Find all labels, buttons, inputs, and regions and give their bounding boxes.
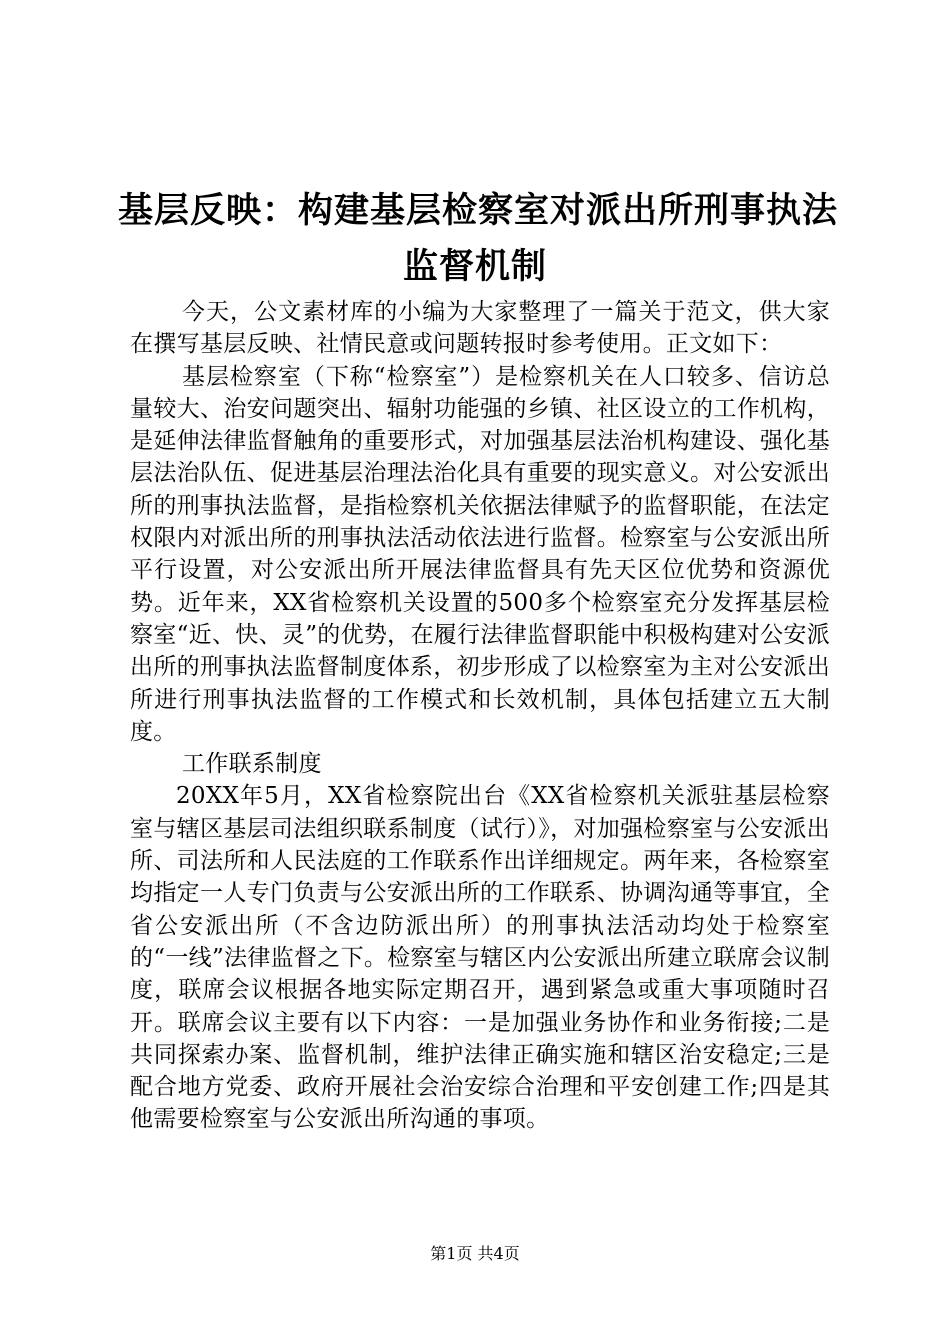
body-paragraph-2: 20XX年5月，XX省检察院出台《XX省检察机关派驻基层检察室与辖区基层司法组织联系制度（试行）》，对加强检察室与公安派出所、司法所和人民法庭的工作联系作出详细规定。两年来，各检察室均指定一人专门负责与公安派出所的工作联系、协调沟通等事宜，全省公安派出所（不含边防派出所）的刑事执法活动均处于检察室的“一线”法律监督之下。检察室与辖区内公安派出所建立联席会议制度，联席会议根据各地实际定期召开，遇到紧急或重大事项随时召开。联席会议主要有以下内容：一是加强业务协作和业务衔接;二是共同探索办案、监督机制，维护法律正确实施和辖区治安稳定;三是配合地方党委、政府开展社会治安综合治理和平安创建工作;四是其他需要检察室与公安派出所沟通的事项。: [130, 783, 830, 1133]
document-body: [130, 296, 830, 1136]
page-footer: 第1页 共4页: [430, 1244, 520, 1263]
document-title: [118, 183, 839, 295]
document-title-line-2: 监督机制: [402, 246, 547, 287]
intro-paragraph: 今天，公文素材库的小编为大家整理了一篇关于范文，供大家在撰写基层反映、社情民意或问题转报时参考使用。正文如下：: [130, 299, 830, 358]
document-title-line-1: 基层反映：构建基层检察室对派出所刑事执法: [118, 190, 839, 231]
section-heading: 工作联系制度: [182, 751, 322, 778]
body-paragraph-1: 基层检察室（下称“检察室”）是检察机关在人口较多、信访总量较大、治安问题突出、辐射功能强的乡镇、社区设立的工作机构，是延伸法律监督触角的重要形式，对加强基层法治机构建设、强化基层法治队伍、促进基层治理法治化具有重要的现实意义。对公安派出所的刑事执法监督，是指检察机关依据法律赋予的监督职能，在法定权限内对派出所的刑事执法活动依法进行监督。检察室与公安派出所平行设置，对公安派出所开展法律监督具有先天区位优势和资源优势。近年来，XX省检察机关设置的500多个检察室充分发挥基层检察室“近、快、灵”的优势，在履行法律监督职能中积极构建对公安派出所的刑事执法监督制度体系，初步形成了以检察室为主对公安派出所进行刑事执法监督的工作模式和长效机制，具体包括建立五大制度。: [130, 363, 830, 745]
